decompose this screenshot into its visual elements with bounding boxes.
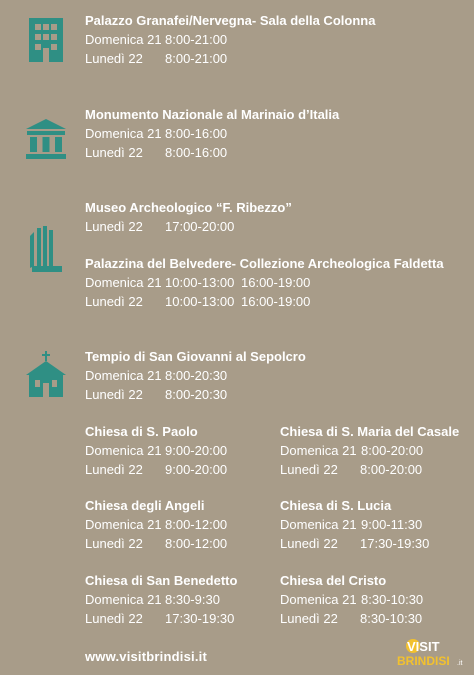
venue-palazzo-granafei (85, 12, 375, 68)
day-label: Domenica 21 (85, 32, 162, 47)
venue-monumento-marinaio (85, 106, 339, 162)
venue-title: Chiesa di S. Lucia (280, 498, 392, 513)
building-icon (29, 18, 63, 62)
schedule-row (85, 217, 292, 236)
schedule-row (85, 292, 444, 311)
schedule-row (85, 460, 228, 479)
day-label: Domenica 21 (85, 517, 162, 532)
schedule-row (85, 366, 306, 385)
day-label: Lunedì 22 (85, 219, 143, 234)
venue-title: Chiesa di S. Paolo (85, 424, 198, 439)
schedule-row (280, 460, 459, 479)
hours: 9:00-11:30 (361, 517, 423, 532)
venue-museo-archeologico (85, 199, 292, 236)
hours: 17:00-20:00 (165, 219, 235, 234)
venue-title: Chiesa del Cristo (280, 573, 387, 588)
venue-chiesa-angeli (85, 497, 228, 553)
day-label: Lunedì 22 (85, 294, 143, 309)
venue-title: Tempio di San Giovanni al Sepolcro (85, 349, 306, 364)
hours: 8:00-16:00 (165, 126, 228, 141)
venue-title: Museo Archeologico “F. Ribezzo” (85, 200, 292, 215)
schedule-row (280, 590, 424, 609)
day-label: Domenica 21 (280, 592, 357, 607)
schedule-row (85, 515, 228, 534)
day-label: Lunedì 22 (85, 387, 143, 402)
hours: 8:30-10:30 (361, 592, 424, 607)
hours-morning: 10:00-13:00 (165, 294, 235, 309)
hours: 9:00-20:00 (165, 462, 228, 477)
logo-top-text: VISIT (407, 639, 440, 654)
day-label: Lunedì 22 (280, 536, 338, 551)
venue-tempio-san-giovanni (85, 348, 306, 404)
schedule-row (85, 385, 306, 404)
logo-suffix-text: .it (457, 660, 463, 667)
schedule-row (85, 49, 375, 68)
venue-title: Monumento Nazionale al Marinaio d’Italia (85, 107, 340, 122)
hours: 8:00-16:00 (165, 145, 228, 160)
day-label: Domenica 21 (85, 592, 162, 607)
church-icon (26, 351, 66, 397)
schedule-row (280, 534, 430, 553)
venue-chiesa-san-benedetto (85, 572, 237, 628)
day-label: Domenica 21 (85, 443, 162, 458)
hours-afternoon: 16:00-19:00 (241, 275, 311, 290)
schedule-row (85, 590, 237, 609)
hours: 9:00-20:00 (165, 443, 228, 458)
venue-palazzina-belvedere (85, 255, 444, 311)
schedule-row (85, 534, 228, 553)
schedule-row (85, 143, 339, 162)
hours: 8:00-20:30 (165, 368, 228, 383)
venue-title: Palazzina del Belvedere- Collezione Archeologica Faldetta (85, 256, 444, 271)
logo-bottom-text: BRINDISI (397, 654, 450, 668)
hours: 17:30-19:30 (360, 536, 430, 551)
schedule-row (85, 441, 228, 460)
hours-morning: 10:00-13:00 (165, 275, 235, 290)
day-label: Lunedì 22 (85, 145, 143, 160)
day-label: Domenica 21 (85, 368, 162, 383)
schedule-row (85, 273, 444, 292)
schedule-row (280, 441, 459, 460)
venue-title: Palazzo Granafei/Nervegna- Sala della Colonna (85, 13, 376, 28)
day-label: Lunedì 22 (85, 51, 143, 66)
day-label: Domenica 21 (280, 443, 357, 458)
day-label: Lunedì 22 (280, 611, 338, 626)
hours: 8:00-20:00 (360, 462, 423, 477)
venue-chiesa-s-maria-casale (280, 423, 459, 479)
day-label: Domenica 21 (85, 275, 162, 290)
hours: 17:30-19:30 (165, 611, 235, 626)
venue-title: Chiesa degli Angeli (85, 498, 205, 513)
hours: 8:30-10:30 (360, 611, 423, 626)
hours: 8:00-12:00 (165, 536, 228, 551)
hours: 8:00-12:00 (165, 517, 228, 532)
day-label: Lunedì 22 (85, 536, 143, 551)
day-label: Domenica 21 (85, 126, 162, 141)
venue-title: Chiesa di San Benedetto (85, 573, 238, 588)
day-label: Domenica 21 (280, 517, 357, 532)
column-icon (30, 226, 64, 272)
day-label: Lunedì 22 (85, 611, 143, 626)
hours: 8:30-9:30 (165, 592, 220, 607)
hours: 8:00-21:00 (165, 51, 228, 66)
hours: 8:00-20:30 (165, 387, 228, 402)
hours: 8:00-20:00 (361, 443, 424, 458)
hours-afternoon: 16:00-19:00 (241, 294, 311, 309)
day-label: Lunedì 22 (85, 462, 143, 477)
venue-title: Chiesa di S. Maria del Casale (280, 424, 460, 439)
venue-chiesa-s-paolo (85, 423, 228, 479)
venue-chiesa-s-lucia (280, 497, 430, 553)
visit-brindisi-logo (395, 637, 467, 669)
schedule-row (85, 124, 339, 143)
website-link[interactable]: www.visitbrindisi.it (85, 649, 207, 664)
monument-icon (26, 119, 66, 159)
schedule-row (280, 609, 423, 628)
schedule-row (280, 515, 423, 534)
schedule-row (85, 609, 237, 628)
hours: 8:00-21:00 (165, 32, 228, 47)
day-label: Lunedì 22 (280, 462, 338, 477)
venue-chiesa-del-cristo (280, 572, 424, 628)
schedule-row (85, 30, 375, 49)
